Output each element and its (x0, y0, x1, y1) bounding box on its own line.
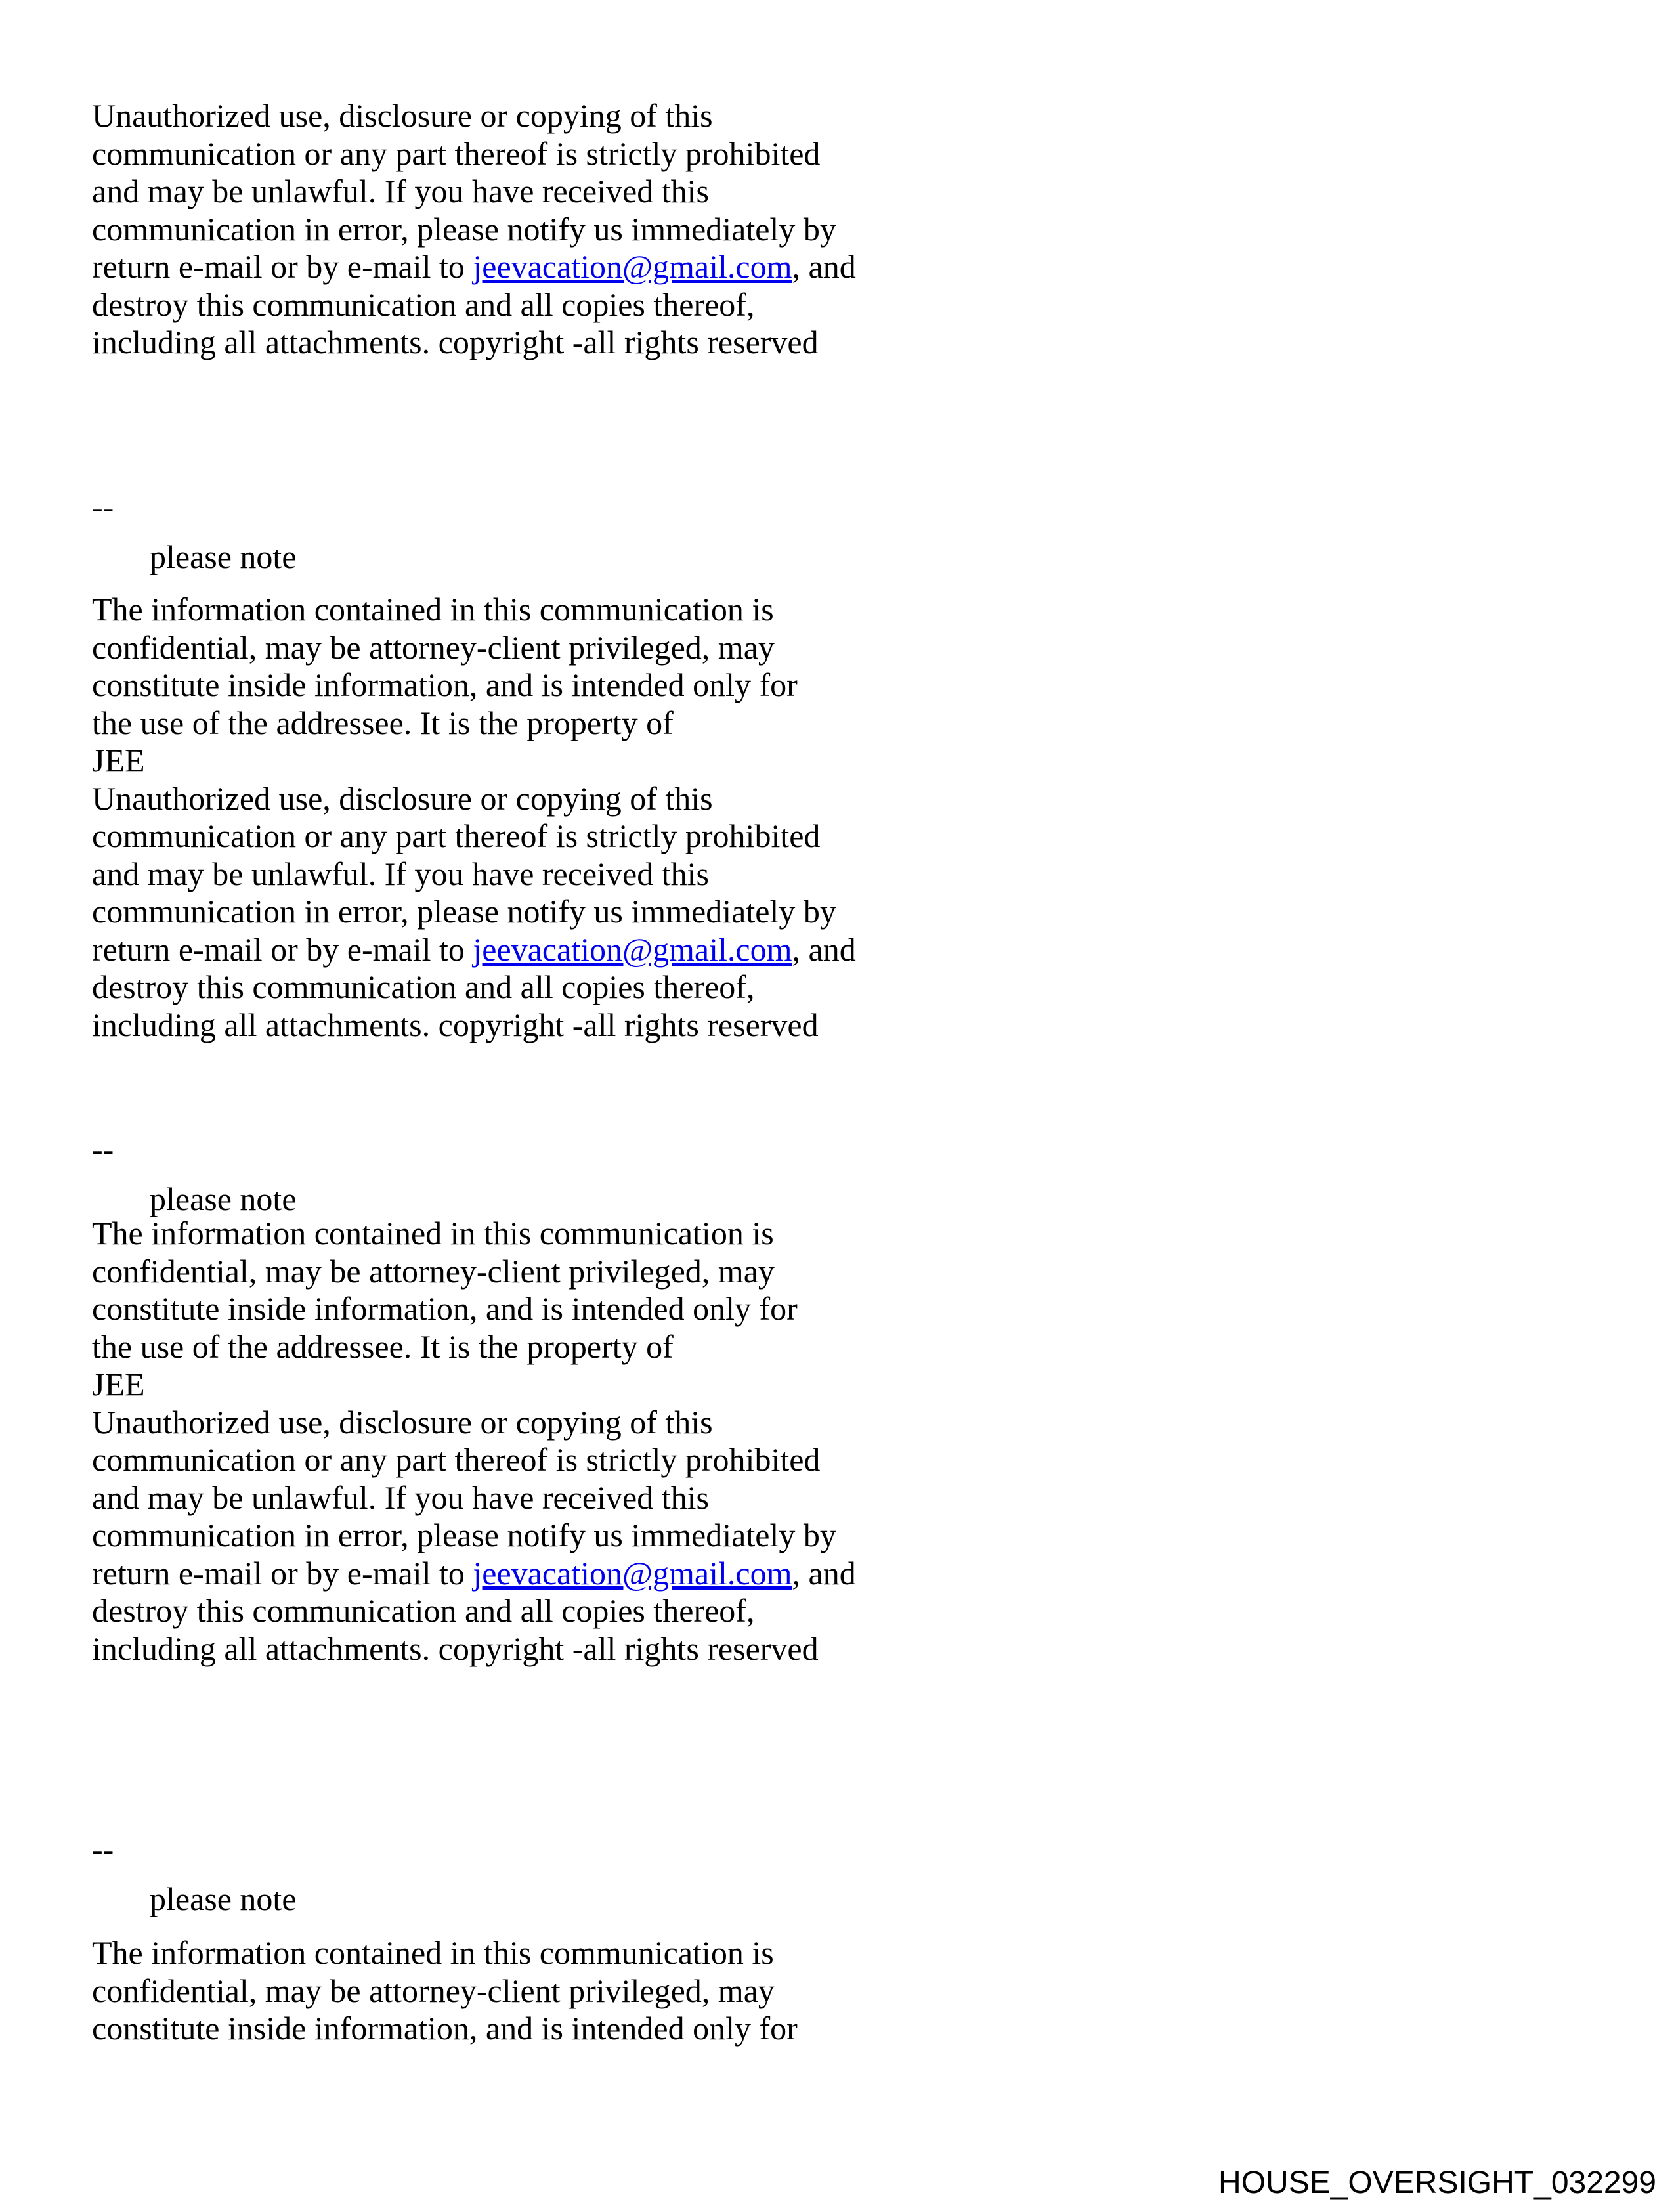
text-segment: Unauthorized use, disclosure or copying of this (92, 779, 713, 817)
text-segment: communication in error, please notify us immediately by (92, 1517, 836, 1553)
text-line (92, 97, 856, 135)
text-segment: the use of the addressee. It is the property of (92, 704, 674, 741)
please-note-label-1: please note (150, 538, 297, 575)
text-segment: return e-mail or by e-mail to (92, 248, 473, 285)
text-segment: , and (792, 1554, 856, 1592)
text-line (92, 1972, 798, 2010)
text-line (92, 1441, 856, 1479)
text-segment: constitute inside information, and is intended only for (92, 666, 798, 703)
text-line (92, 1328, 856, 1366)
text-segment: communication in error, please notify us immediately by (92, 210, 836, 248)
text-segment: constitute inside information, and is intended only for (92, 1290, 798, 1327)
text-line (92, 666, 856, 705)
disclaimer-paragraph-top (92, 97, 856, 362)
text-line (92, 1253, 856, 1291)
confidentiality-disclaimer-2 (92, 1215, 856, 1668)
text-segment: Unauthorized use, disclosure or copying of this (92, 97, 713, 134)
text-line (92, 1215, 856, 1253)
text-segment: and may be unlawful. If you have received this (92, 1479, 709, 1516)
text-segment: The information contained in this communication is (92, 1934, 774, 1971)
text-segment: confidential, may be attorney-client privileged, may (92, 1972, 775, 2009)
text-segment: confidential, may be attorney-client privileged, may (92, 628, 775, 666)
text-segment: destroy this communication and all copies thereof, (92, 286, 755, 323)
signature-separator-2: -- (92, 1131, 114, 1167)
text-line (92, 591, 856, 629)
text-line (92, 817, 856, 856)
text-segment: JEE (92, 742, 145, 779)
text-line (92, 2010, 798, 2048)
text-line (92, 211, 856, 249)
text-segment: communication or any part thereof is strictly prohibited (92, 1441, 821, 1478)
text-segment: constitute inside information, and is intended only for (92, 2010, 798, 2047)
text-line (92, 1366, 856, 1404)
text-line (92, 705, 856, 743)
text-line (92, 135, 856, 173)
signature-separator-1: -- (92, 488, 114, 525)
text-line (92, 968, 856, 1007)
text-segment: return e-mail or by e-mail to (92, 1554, 473, 1592)
please-note-label-2: please note (150, 1181, 297, 1217)
text-segment: and may be unlawful. If you have received this (92, 855, 709, 892)
text-line (92, 1934, 798, 1972)
text-line (92, 1630, 856, 1668)
signature-separator-3: -- (92, 1831, 114, 1867)
bates-number: HOUSE_OVERSIGHT_032299 (1218, 2165, 1656, 2200)
text-segment: The information contained in this communication is (92, 1215, 774, 1251)
email-link[interactable]: jeevacation@gmail.com (473, 1554, 792, 1592)
text-line (92, 1404, 856, 1442)
email-link[interactable]: jeevacation@gmail.com (473, 248, 792, 285)
confidentiality-disclaimer-1 (92, 591, 856, 1044)
text-line (92, 1592, 856, 1630)
text-segment: , and (792, 248, 856, 285)
text-line (92, 856, 856, 894)
text-line (92, 1479, 856, 1517)
text-line (92, 780, 856, 818)
text-line (92, 248, 856, 286)
text-segment: destroy this communication and all copies thereof, (92, 968, 755, 1005)
please-note-label-3: please note (150, 1880, 297, 1917)
text-segment: communication in error, please notify us immediately by (92, 893, 836, 930)
text-segment: including all attachments. copyright -all rights reserved (92, 324, 819, 360)
text-segment: destroy this communication and all copies thereof, (92, 1592, 755, 1629)
text-line (92, 931, 856, 969)
text-line (92, 286, 856, 324)
text-line (92, 742, 856, 780)
text-segment: , and (792, 930, 856, 968)
text-line (92, 1290, 856, 1328)
text-segment: return e-mail or by e-mail to (92, 930, 473, 968)
text-segment: including all attachments. copyright -all rights reserved (92, 1006, 819, 1043)
text-line (92, 173, 856, 211)
text-segment: the use of the addressee. It is the property of (92, 1328, 674, 1365)
text-line (92, 1555, 856, 1593)
text-line (92, 629, 856, 667)
text-line (92, 324, 856, 362)
text-segment: communication or any part thereof is strictly prohibited (92, 817, 821, 854)
text-segment: communication or any part thereof is strictly prohibited (92, 135, 821, 172)
email-link[interactable]: jeevacation@gmail.com (473, 930, 792, 968)
text-line (92, 893, 856, 931)
text-segment: The information contained in this communication is (92, 591, 774, 628)
text-segment: and may be unlawful. If you have received this (92, 173, 709, 209)
text-segment: Unauthorized use, disclosure or copying of this (92, 1403, 713, 1441)
text-segment: including all attachments. copyright -all rights reserved (92, 1630, 819, 1667)
text-segment: confidential, may be attorney-client privileged, may (92, 1252, 775, 1290)
text-segment: JEE (92, 1366, 145, 1402)
text-line (92, 1007, 856, 1045)
text-line (92, 1517, 856, 1555)
confidentiality-disclaimer-partial (92, 1934, 798, 2048)
